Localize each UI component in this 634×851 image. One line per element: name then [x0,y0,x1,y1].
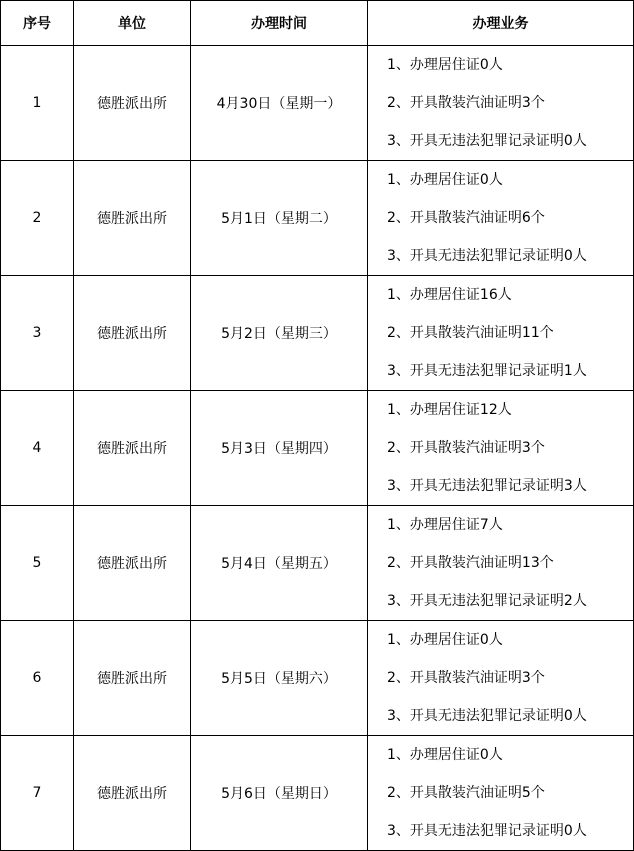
row-unit: 德胜派出所 [74,506,191,621]
row-unit: 德胜派出所 [74,621,191,736]
business-item: 1、办理居住证0人 [387,57,503,73]
business-item: 3、开具无违法犯罪记录证明0人 [387,823,587,839]
table-row [1,161,634,276]
business-item: 3、开具无违法犯罪记录证明1人 [387,363,587,379]
business-item: 2、开具散装汽油证明3个 [387,95,545,111]
row-business [368,736,634,851]
business-item: 3、开具无违法犯罪记录证明2人 [387,593,587,609]
business-item: 1、办理居住证12人 [387,402,512,418]
header-time: 办理时间 [191,1,368,46]
business-item: 1、办理居住证0人 [387,172,503,188]
row-index: 3 [1,276,74,391]
row-unit: 德胜派出所 [74,161,191,276]
row-index: 7 [1,736,74,851]
table-row [1,276,634,391]
row-unit: 德胜派出所 [74,46,191,161]
row-business [368,506,634,621]
row-unit: 德胜派出所 [74,736,191,851]
row-unit: 德胜派出所 [74,276,191,391]
business-item: 2、开具散装汽油证明6个 [387,210,545,226]
header-index: 序号 [1,1,74,46]
table-row [1,621,634,736]
header-business: 办理业务 [368,1,634,46]
business-item: 2、开具散装汽油证明3个 [387,440,545,456]
row-index: 5 [1,506,74,621]
row-time: 5月4日（星期五） [191,506,368,621]
row-business [368,46,634,161]
header-unit: 单位 [74,1,191,46]
row-index: 4 [1,391,74,506]
table-row [1,391,634,506]
row-business [368,391,634,506]
table-row [1,506,634,621]
row-index: 6 [1,621,74,736]
row-business [368,621,634,736]
row-time: 5月2日（星期三） [191,276,368,391]
table-header-row [1,1,634,46]
row-business [368,161,634,276]
row-index: 1 [1,46,74,161]
business-item: 3、开具无违法犯罪记录证明3人 [387,478,587,494]
row-business [368,276,634,391]
business-item: 2、开具散装汽油证明5个 [387,785,545,801]
row-time: 5月3日（星期四） [191,391,368,506]
business-item: 3、开具无违法犯罪记录证明0人 [387,708,587,724]
business-item: 3、开具无违法犯罪记录证明0人 [387,248,587,264]
row-time: 5月5日（星期六） [191,621,368,736]
row-time: 4月30日（星期一） [191,46,368,161]
business-item: 1、办理居住证7人 [387,517,503,533]
row-time: 5月6日（星期日） [191,736,368,851]
business-item: 1、办理居住证16人 [387,287,512,303]
business-item: 1、办理居住证0人 [387,632,503,648]
table-row [1,736,634,851]
table-row [1,46,634,161]
row-time: 5月1日（星期二） [191,161,368,276]
business-item: 2、开具散装汽油证明13个 [387,555,554,571]
row-unit: 德胜派出所 [74,391,191,506]
row-index: 2 [1,161,74,276]
business-item: 2、开具散装汽油证明3个 [387,670,545,686]
business-item: 2、开具散装汽油证明11个 [387,325,554,341]
business-item: 1、办理居住证0人 [387,747,503,763]
business-item: 3、开具无违法犯罪记录证明0人 [387,133,587,149]
